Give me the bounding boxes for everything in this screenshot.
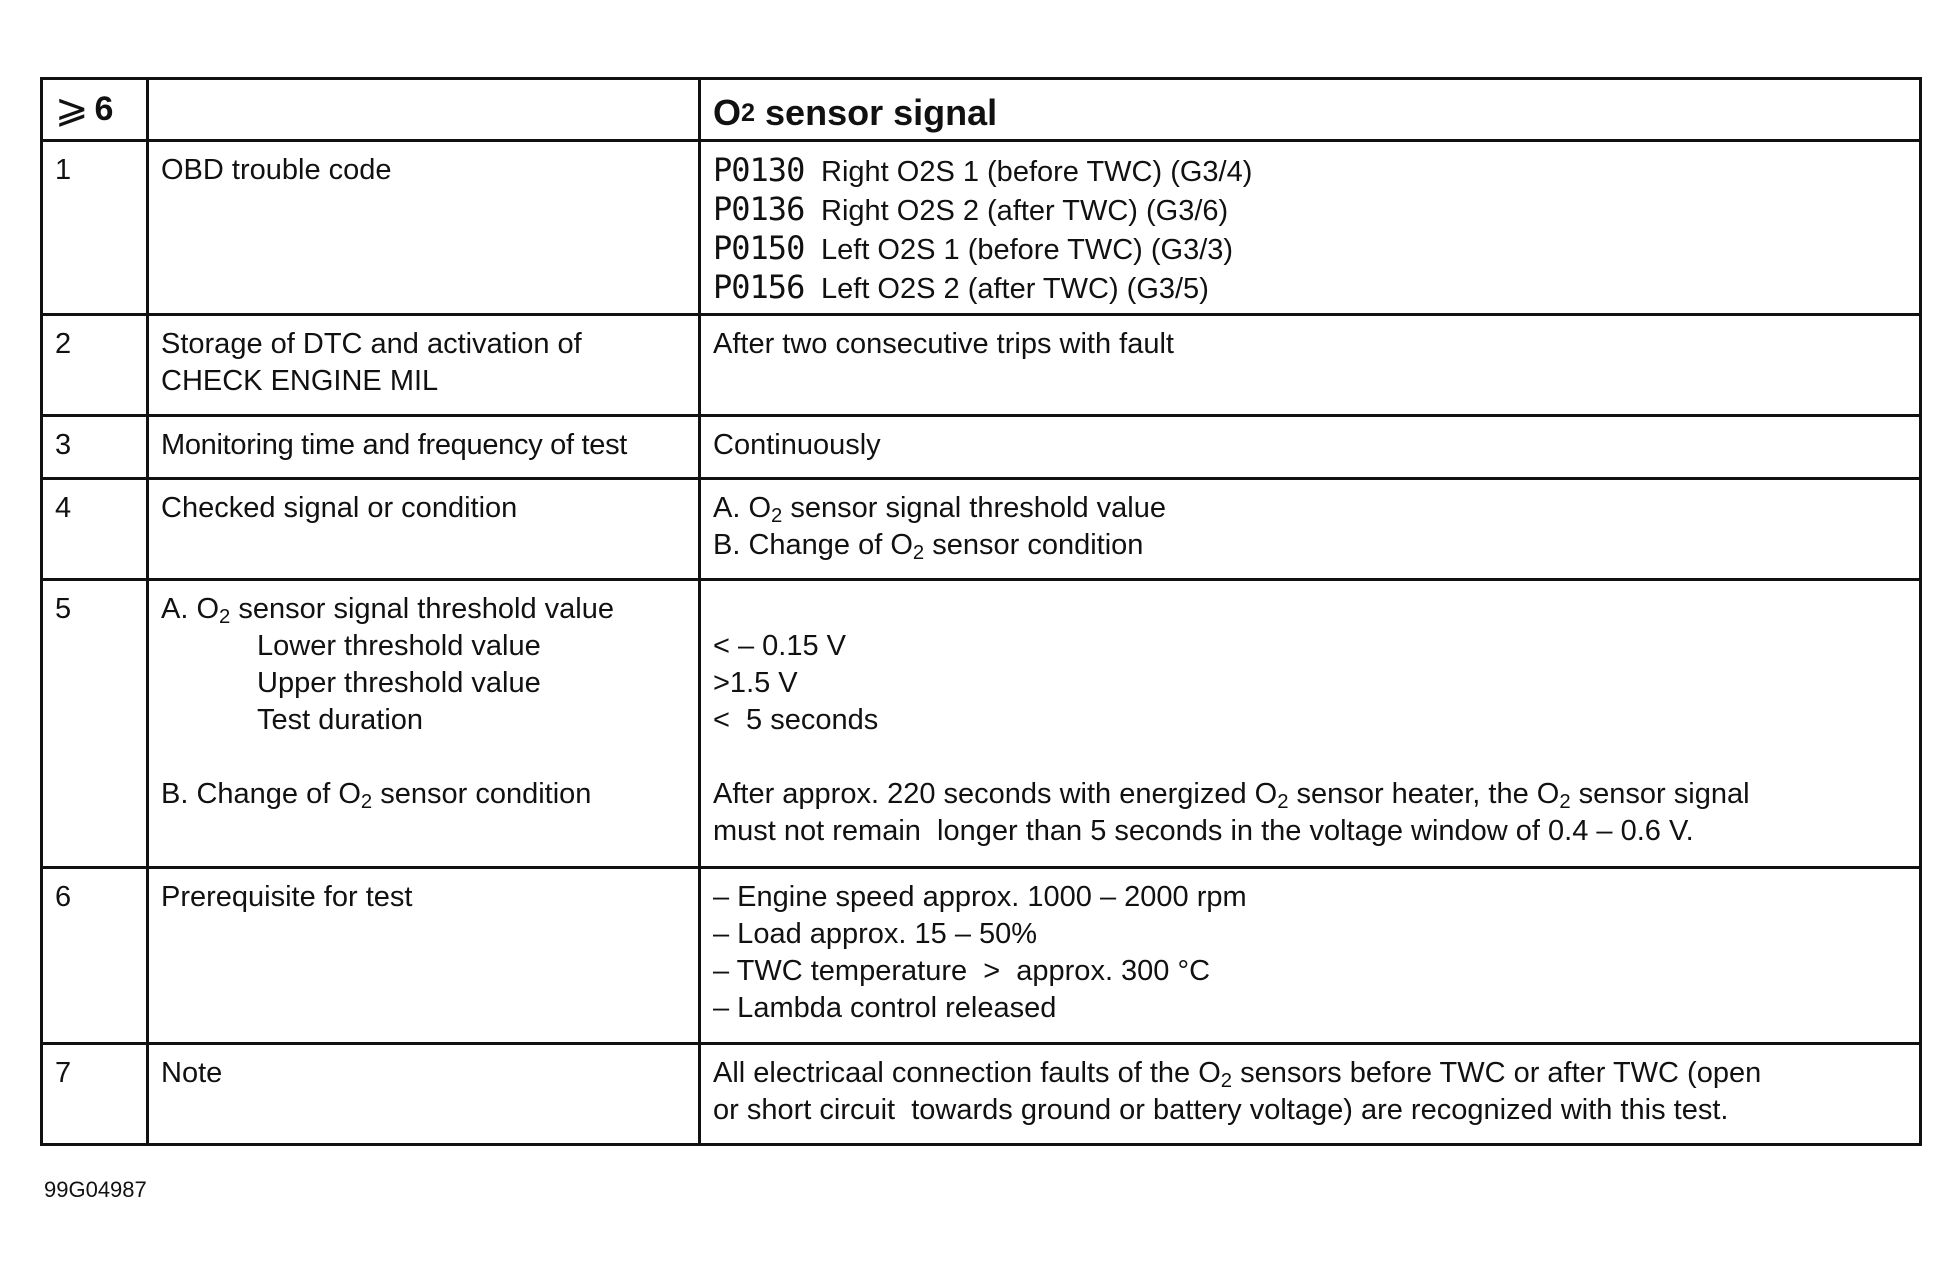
table-row (43, 316, 1919, 417)
trouble-code: P0130 (713, 151, 805, 189)
list-item: – Engine speed approx. 1000 – 2000 rpm (713, 881, 1247, 913)
trouble-code-item (713, 230, 1907, 269)
row-value: Continuously (713, 429, 881, 461)
row-value: < – 0.15 V >1.5 V < 5 seconds After approx. 220 seconds with energized $O_2$ sensor heater, the $O_2$ sensor signal must not remain longer than 5 seconds in the voltage window of 0.4 – 0.6 V. (701, 581, 1919, 866)
row-number: 6 (43, 869, 149, 1042)
row-label: Checked signal or condition (149, 480, 701, 578)
row-number: 3 (43, 417, 149, 477)
row-number: 7 (43, 1045, 149, 1143)
row-number: 1 (43, 142, 149, 313)
row-number: 2 (43, 316, 149, 414)
table-row (43, 417, 1919, 480)
trouble-code-list (701, 142, 1919, 313)
table-row (43, 142, 1919, 316)
table-header-row (43, 80, 1919, 142)
row-label: Monitoring time and frequency of test (149, 417, 701, 477)
trouble-code: P0150 (713, 229, 805, 267)
trouble-code: P0156 (713, 268, 805, 306)
figure-id: 99G04987 (44, 1177, 147, 1202)
trouble-code-description: Right O2S 2 (after TWC) (G3/6) (821, 195, 1229, 227)
trouble-code-item (713, 152, 1907, 191)
lower-threshold-label: Lower threshold value (257, 630, 541, 662)
test-duration-label: Test duration (257, 704, 424, 736)
diagnostic-table (40, 77, 1922, 1146)
test-duration-value: < 5 seconds (713, 704, 879, 736)
trouble-code-description: Left O2S 1 (before TWC) (G3/3) (821, 234, 1234, 266)
trouble-code-description: Right O2S 1 (before TWC) (G3/4) (821, 156, 1253, 188)
trouble-code-item (713, 269, 1907, 308)
row-value: All electricaal connection faults of the $O_2$ sensors before TWC or after TWC (open or short circuit towards ground or battery voltage) are recognized with this test. (713, 1057, 1762, 1126)
row-value: A. $O_2$ sensor signal threshold value B. Change of $O_2$ sensor condition (713, 492, 1166, 565)
row-label: Prerequisite for test (149, 869, 701, 1042)
row-label: Storage of DTC and activation of CHECK ENGINE MIL (149, 316, 701, 414)
trouble-code: P0136 (713, 190, 805, 228)
row-value: After two consecutive trips with fault (713, 328, 1174, 360)
step-number: 6 (94, 90, 114, 128)
row-number: 5 (43, 581, 149, 866)
list-item: – Lambda control released (713, 992, 1057, 1024)
table-row (43, 581, 1919, 869)
step-indicator (43, 80, 149, 139)
lower-threshold-value: < – 0.15 V (713, 630, 847, 662)
row-label: A. $O_2$ sensor signal threshold value Lower threshold value Upper threshold value Test duration B. Change of $O_2$ sensor condition (149, 581, 701, 866)
upper-threshold-label: Upper threshold value (257, 667, 541, 699)
trouble-code-item (713, 191, 1907, 230)
row-number: 4 (43, 480, 149, 578)
upper-threshold-value: >1.5 V (713, 667, 798, 699)
row-label: Note (149, 1045, 701, 1143)
row-label: OBD trouble code (149, 142, 701, 313)
list-item: – Load approx. 15 – 50% (713, 918, 1038, 950)
trouble-code-description: Left O2S 2 (after TWC) (G3/5) (821, 273, 1209, 305)
table-row (43, 869, 1919, 1045)
list-item: – TWC temperature > approx. 300 °C (713, 955, 1211, 987)
prerequisite-list (701, 869, 1919, 1042)
table-row (43, 480, 1919, 581)
chevron-step-icon: ⩾ (55, 87, 89, 131)
table-title: O 2 sensor signal (713, 92, 998, 133)
header-empty-cell (149, 80, 701, 139)
table-row (43, 1045, 1919, 1143)
